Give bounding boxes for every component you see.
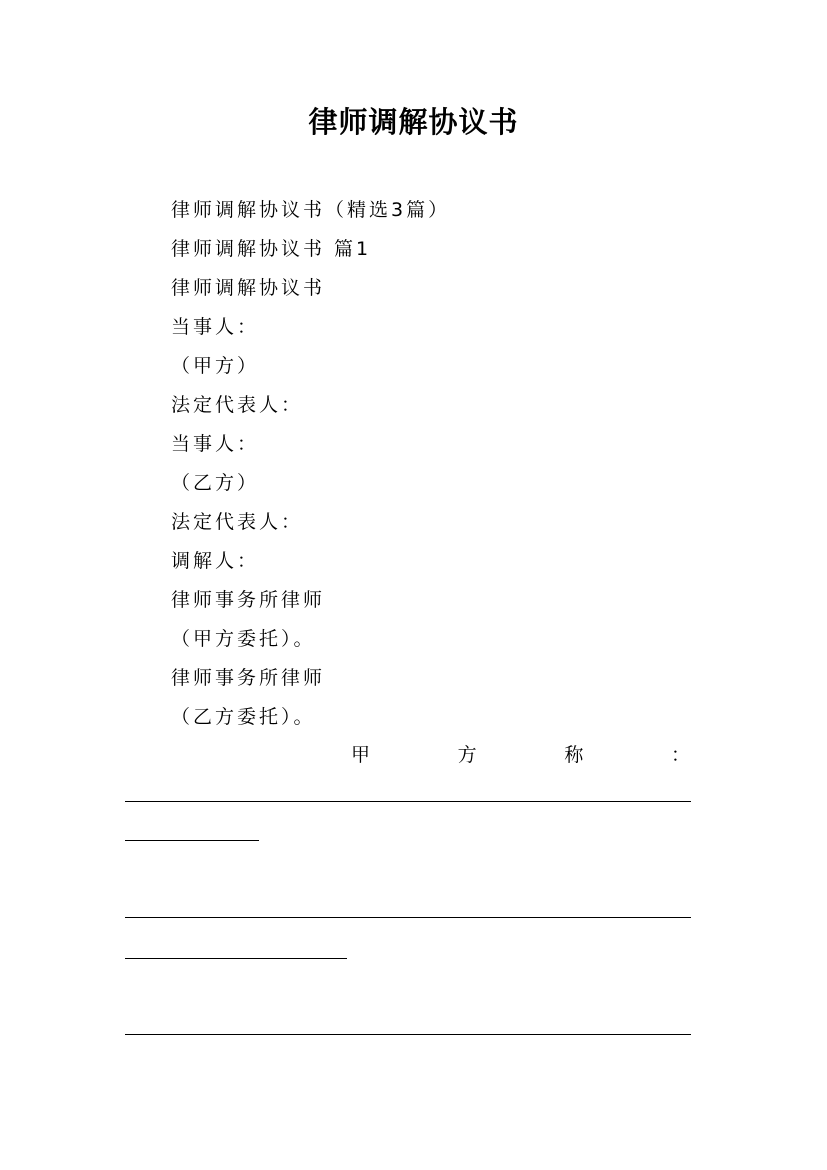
document-body — [171, 196, 731, 742]
body-line: （甲方委托）。 — [171, 628, 316, 650]
body-line: 当事人： — [171, 433, 260, 455]
blank-underline — [125, 958, 347, 959]
blank-underline — [125, 840, 259, 841]
blank-underline — [125, 1034, 691, 1035]
body-line: 当事人： — [171, 316, 260, 338]
body-line: 律师调解协议书 — [171, 277, 326, 299]
spread-char: 甲 — [351, 744, 371, 766]
body-line: 律师调解协议书 篇1 — [171, 238, 372, 260]
body-line: （甲方） — [171, 355, 260, 377]
spread-char: 方 — [457, 744, 477, 766]
body-line: 律师事务所律师 — [171, 589, 326, 611]
body-line: 法定代表人： — [171, 511, 304, 533]
party-a-claim-line — [125, 740, 690, 767]
blank-underline — [125, 917, 691, 918]
body-line: （乙方） — [171, 472, 260, 494]
body-line: 律师事务所律师 — [171, 667, 326, 689]
spread-char: 称 — [564, 744, 584, 766]
spread-char: ： — [670, 744, 690, 766]
body-line: 法定代表人： — [171, 394, 304, 416]
document-title: 律师调解协议书 — [308, 105, 519, 139]
body-line: 律师调解协议书（精选3篇） — [171, 199, 451, 221]
body-line: （乙方委托）。 — [171, 706, 316, 728]
body-line: 调解人： — [171, 550, 260, 572]
blank-underline — [125, 801, 691, 802]
